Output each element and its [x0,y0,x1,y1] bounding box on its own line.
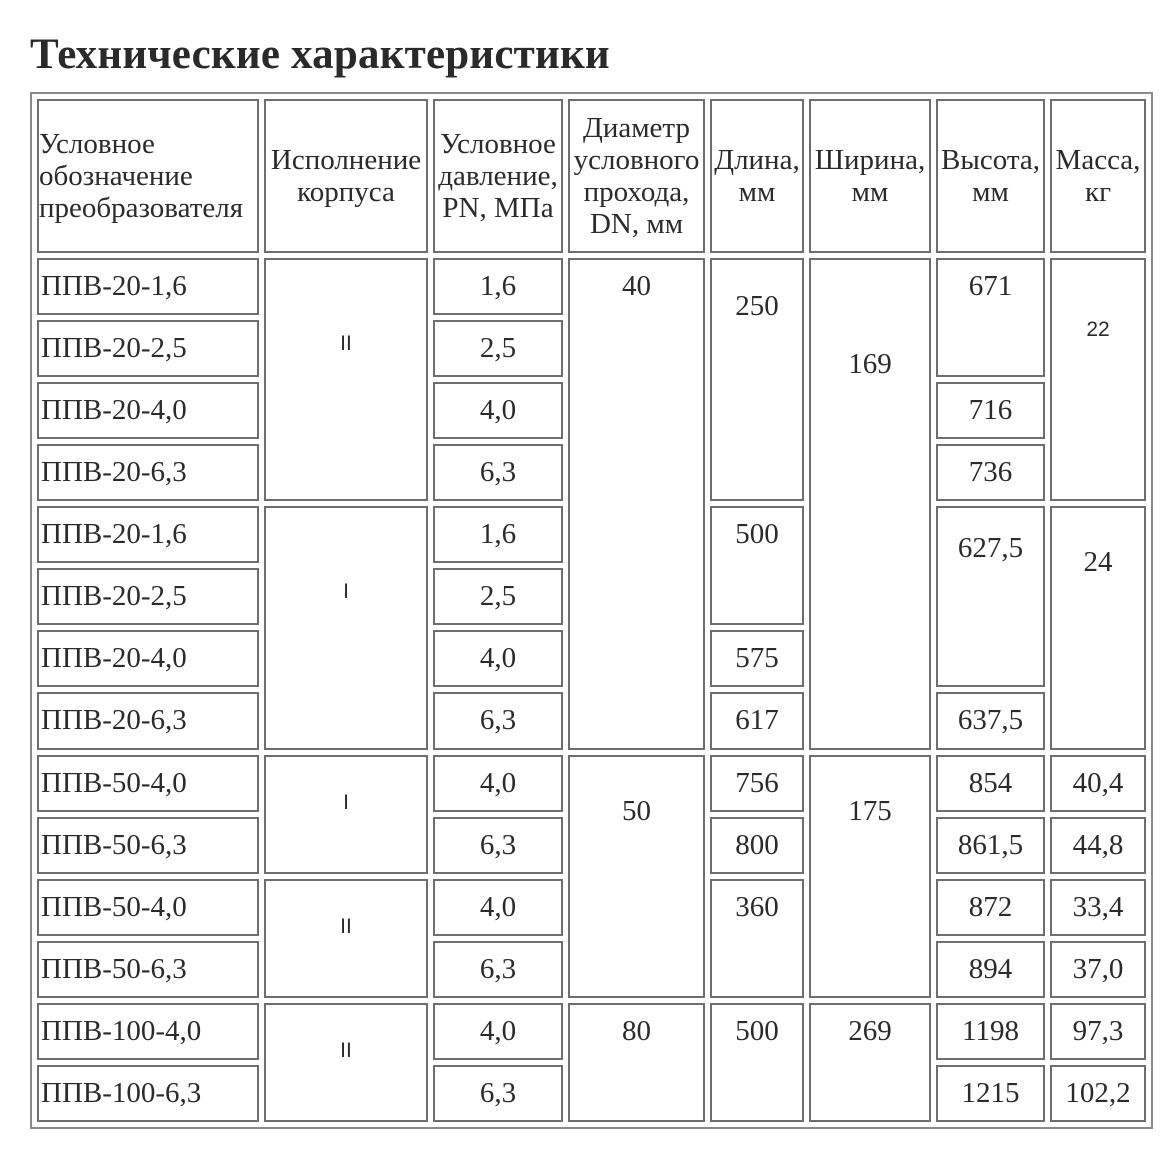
cell-length: 800 [710,817,804,874]
cell-pressure: 4,0 [433,382,563,439]
cell-name: ППВ-20-4,0 [37,630,259,687]
cell-width: 269 [809,1003,931,1122]
cell-pressure: 6,3 [433,817,563,874]
page-title: Технические характеристики [30,31,610,78]
cell-height: 637,5 [936,692,1045,749]
cell-height: 671 [936,258,1045,377]
cell-mass: 37,0 [1050,941,1146,998]
cell-height: 1198 [936,1003,1045,1060]
cell-name: ППВ-50-6,3 [37,941,259,998]
cell-height: 872 [936,879,1045,936]
cell-width: 169 [809,258,931,750]
cell-height: 1215 [936,1065,1045,1122]
cell-name: ППВ-20-4,0 [37,382,259,439]
cell-mass: 33,4 [1050,879,1146,936]
cell-name: ППВ-100-4,0 [37,1003,259,1060]
cell-pressure: 4,0 [433,1003,563,1060]
cell-length: 360 [710,879,804,998]
table-row [37,1003,1146,1060]
header-name: Условное обозначение преобразователя [37,99,259,253]
cell-pressure: 6,3 [433,1065,563,1122]
header-row [37,99,1146,253]
cell-mass: 97,3 [1050,1003,1146,1060]
spec-table [32,94,1151,1127]
cell-length: 250 [710,258,804,501]
cell-diameter: 40 [568,258,705,750]
cell-pressure: 6,3 [433,692,563,749]
cell-name: ППВ-20-2,5 [37,320,259,377]
table-row [37,258,1146,315]
cell-pressure: 4,0 [433,879,563,936]
cell-name: ППВ-20-6,3 [37,692,259,749]
header-diameter: Диаметр условного прохода, DN, мм [568,99,705,253]
header-height: Высота, мм [936,99,1045,253]
cell-height: 894 [936,941,1045,998]
cell-height: 716 [936,382,1045,439]
header-mass: Масса, кг [1050,99,1146,253]
cell-height: 736 [936,444,1045,501]
cell-length: 500 [710,1003,804,1122]
cell-height: 854 [936,755,1045,812]
cell-name: ППВ-20-1,6 [37,258,259,315]
cell-body: II [264,258,428,501]
cell-name: ППВ-50-4,0 [37,755,259,812]
cell-length: 500 [710,506,804,625]
cell-diameter: 80 [568,1003,705,1122]
cell-pressure: 4,0 [433,755,563,812]
cell-pressure: 4,0 [433,630,563,687]
cell-name: ППВ-20-6,3 [37,444,259,501]
cell-mass: 44,8 [1050,817,1146,874]
cell-pressure: 1,6 [433,506,563,563]
cell-mass: 22 [1050,258,1146,501]
cell-width: 175 [809,755,931,998]
cell-name: ППВ-20-2,5 [37,568,259,625]
cell-name: ППВ-50-6,3 [37,817,259,874]
table-row [37,755,1146,812]
header-body: Исполнение корпуса [264,99,428,253]
cell-body: II [264,1003,428,1122]
cell-body: II [264,879,428,998]
cell-diameter: 50 [568,755,705,998]
cell-body: I [264,506,428,749]
header-width: Ширина, мм [809,99,931,253]
cell-pressure: 6,3 [433,941,563,998]
cell-length: 756 [710,755,804,812]
cell-mass: 24 [1050,506,1146,749]
cell-pressure: 2,5 [433,320,563,377]
cell-body: I [264,755,428,874]
cell-pressure: 6,3 [433,444,563,501]
cell-mass: 40,4 [1050,755,1146,812]
cell-height: 627,5 [936,506,1045,687]
header-pressure: Условное давление, PN, МПа [433,99,563,253]
cell-pressure: 1,6 [433,258,563,315]
header-length: Длина, мм [710,99,804,253]
cell-mass: 102,2 [1050,1065,1146,1122]
cell-name: ППВ-50-4,0 [37,879,259,936]
cell-name: ППВ-100-6,3 [37,1065,259,1122]
cell-length: 575 [710,630,804,687]
cell-height: 861,5 [936,817,1045,874]
cell-name: ППВ-20-1,6 [37,506,259,563]
spec-table-frame [30,92,1153,1129]
cell-length: 617 [710,692,804,749]
cell-pressure: 2,5 [433,568,563,625]
